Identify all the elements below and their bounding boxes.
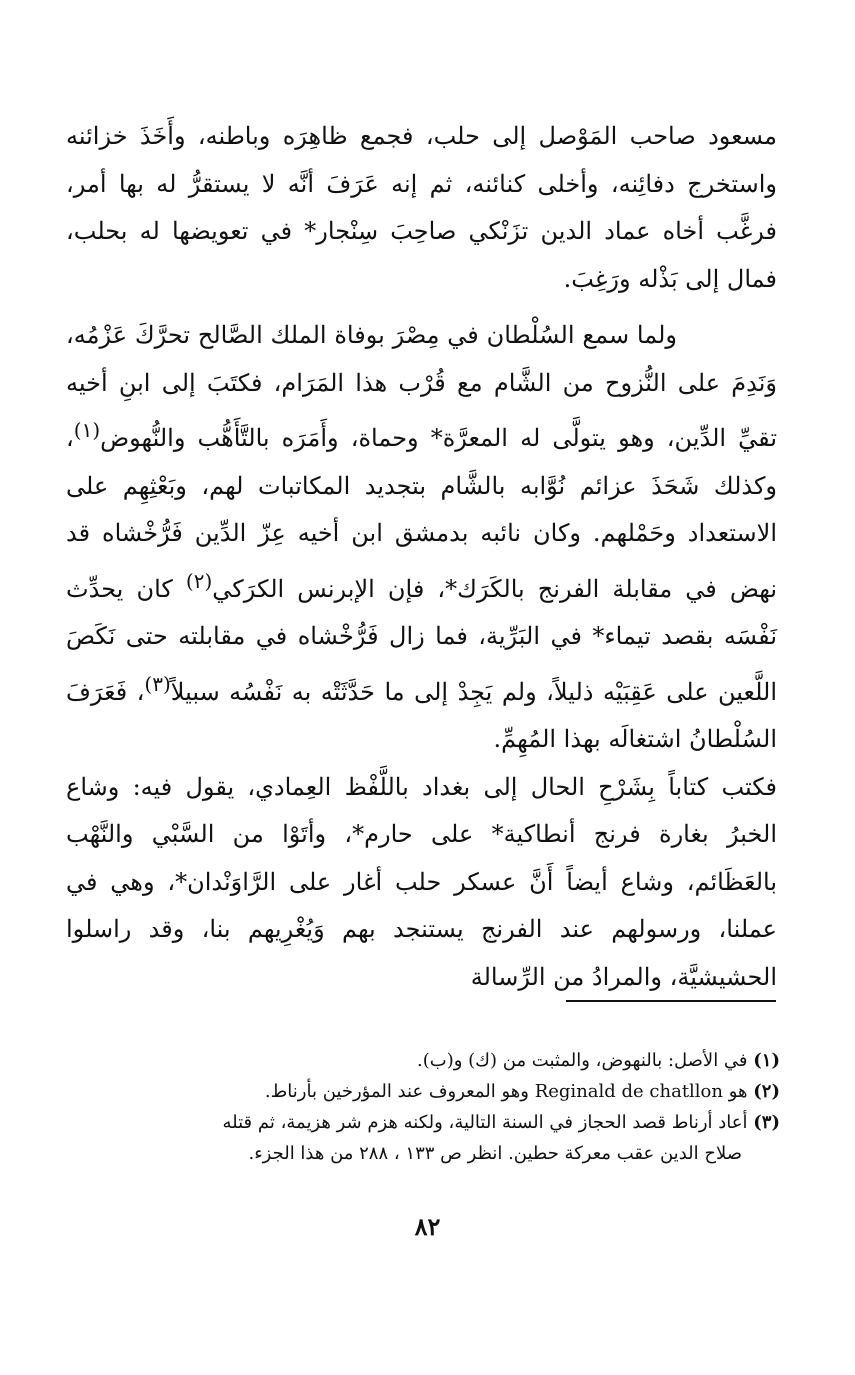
footnote-ref-1: (١): [73, 418, 101, 442]
footnote-divider: [566, 1000, 776, 1002]
footnote-text: هو: [728, 1081, 748, 1102]
footnote-1: [70, 1046, 780, 1076]
footnote-text: وهو المعروف عند المؤرخين بأرناط.: [264, 1081, 529, 1102]
footnote-ref-3: (٣): [144, 671, 171, 696]
footnote-2: [70, 1077, 780, 1107]
footnote-number: (٢): [753, 1081, 780, 1102]
paragraph-2-text-b: ، وكذلك شَحَذَ عزائم نُوَّابه بالشَّام بتجديد المكاتبات لهم، وبَعْثِهِم على الاستعداد وحَمْلهم. وكان نائبه بدمشق ابن أخيه عِزّ الدِّين فَرُّخْشاه قد نهض في مقابلة الفرنج بالكَرَك*، فإن الإبرنس الكرَكي: [66, 424, 777, 603]
page-number: ٨٢: [414, 1212, 441, 1241]
paragraph-3: فكتب كتاباً بِشَرْحِ الحال إلى بغداد باللَّفْظ العِمادي، يقول فيه: وشاع الخبرُ بغارة فرنج أنطاكية* على حارم*، وأتَوْا من السَّبْي والنَّهْب بالعَظَائم، وشاع أيضاً أَنَّ عسكر حلب أغار على الرَّاوَنْدان*، وهي في عملنا، ورسولهم عند الفرنج يستنجد بهم وَيُغْرِيهم بنا، وقد راسلوا الحشيشيَّة، والمرادُ من الرِّسالة: [66, 772, 778, 991]
footnote-text: أعاد أرناط قصد الحجاز في السنة التالية، ولكنه هزم شر هزيمة، ثم قتله: [222, 1112, 748, 1133]
footnote-3-continuation: صلاح الدين عقب معركة حطين. انظر ص ١٣٣ ، ٢٨٨ من هذا الجزء.: [248, 1143, 742, 1164]
footnote-3: [70, 1108, 780, 1138]
footnote-latin-name: Reginald de chatllon: [534, 1081, 723, 1102]
footnote-number: (١): [753, 1050, 780, 1071]
footnotes: [70, 1046, 780, 1170]
footnote-ref-2: (٢): [185, 568, 213, 593]
footnote-text: في الأصل: بالنهوض، والمثبت من (ك) و(ب).: [417, 1050, 748, 1071]
paragraph-1: مسعود صاحب المَوْصل إلى حلب، فجمع ظاهِرَه وباطنه، وأَخَذَ خزائنه واستخرج دفائِنه، وأخلى كنائنه، ثم إنه عَرَفَ أنَّه لا يستقرُّ له بها أمر، فرغَّب أخاه عماد الدين تزَنْكي صاحِبَ سِنْجار* في تعويضها له بحلب، فمال إلى بَذْله ورَغِبَ.: [66, 122, 777, 293]
paragraph-2-text-a: ولما سمع السُلْطان في مِصْرَ بوفاة الملك الصَّالح تحرَّكَ عَزْمُه، وَنَدِمَ على النُّزوح من الشَّام مع قُرْب هذا المَرَام، فكتَبَ إلى ابنِ أخيه تقيِّ الدِّين، وهو يتولَّى له المعرَّة* وحماة، وأَمَرَه بالتَّأَهُّب والنُّهوض: [66, 321, 777, 452]
paragraph-2-text-d: ، فَعَرَفَ السُلْطانُ اشتغالَه بهذا المُهِمِّ.: [66, 677, 777, 753]
paragraph-2: [66, 312, 777, 764]
footnote-number: (٣): [753, 1112, 780, 1133]
main-text: [66, 113, 777, 1001]
paragraph-2-text-c: كان يحدِّث نَفْسَه بقصد تيماء* في البَرِّية، فما زال فَرُّخْشاه في مقابلته حتى نَكَصَ اللَّعين على عَقِبَيْه ذليلاً، ولم يَجِدْ إلى ما حَدَّثَتْه به نَفْسُه سبيلاً: [66, 574, 778, 706]
